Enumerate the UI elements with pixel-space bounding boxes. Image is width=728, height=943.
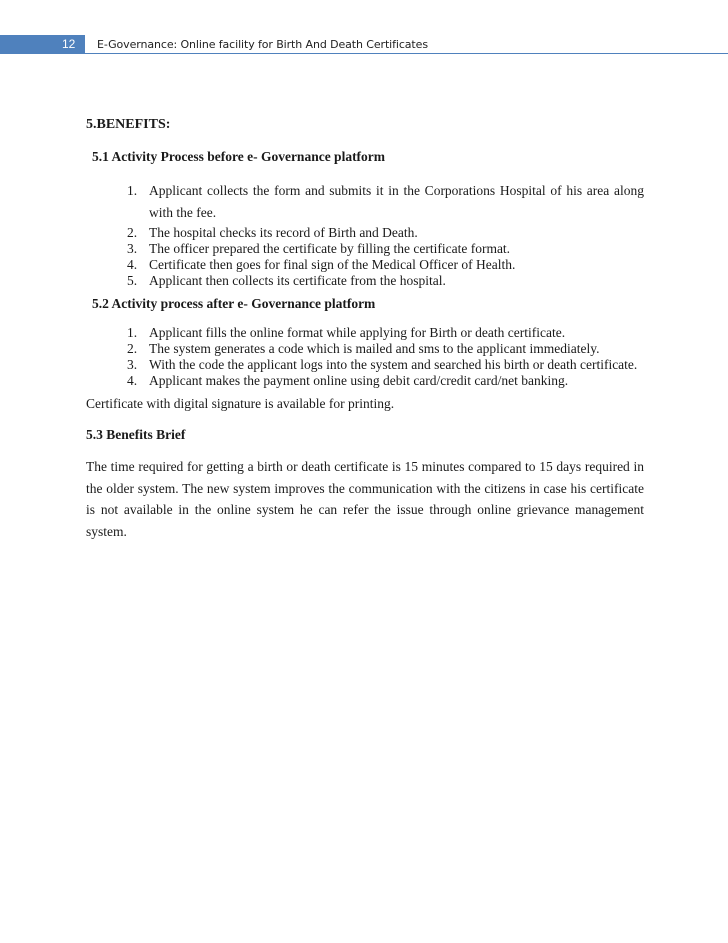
benefits-brief-paragraph: The time required for getting a birth or death certificate is 15 minutes compared to 15 days required in the older system. The new system improves the communication with the citizens in case his certificate is not available in the online system he can refer the issue through online grievance management system. (86, 459, 644, 539)
subsection-heading-before: 5.1 Activity Process before e- Governance platform (92, 149, 386, 164)
list-item: 4. Certificate then goes for final sign of the Medical Officer of Health. (127, 257, 516, 272)
list-item: 2. The system generates a code which is mailed and sms to the applicant immediately. (127, 341, 600, 356)
certificate-note: Certificate with digital signature is available for printing. (86, 396, 395, 411)
document-body (86, 116, 644, 542)
list-item: 3. The officer prepared the certificate by filling the certificate format. (127, 241, 511, 256)
list-item: 1. Applicant fills the online format while applying for Birth or death certificate. (127, 325, 566, 340)
list-item: 5. Applicant then collects its certificate from the hospital. (127, 273, 446, 288)
subsection-heading-brief: 5.3 Benefits Brief (86, 427, 186, 442)
after-steps-list (86, 325, 644, 389)
page-number: 12 (0, 35, 85, 54)
list-item: 4. Applicant makes the payment online using debit card/credit card/net banking. (127, 373, 569, 388)
section-heading: 5.BENEFITS: (86, 117, 171, 132)
header-title: E-Governance: Online facility for Birth And Death Certificates (97, 38, 428, 51)
list-item: 1. Applicant collects the form and submits it in the Corporations Hospital of his area along with the fee. (127, 183, 644, 220)
list-item: 2. The hospital checks its record of Birth and Death. (127, 225, 418, 240)
before-steps-list (86, 180, 644, 289)
subsection-heading-after: 5.2 Activity process after e- Governance platform (92, 296, 376, 311)
list-item: 3. With the code the applicant logs into the system and searched his birth or death certificate. (127, 357, 638, 372)
header-rule (85, 53, 728, 54)
running-header (0, 35, 728, 54)
